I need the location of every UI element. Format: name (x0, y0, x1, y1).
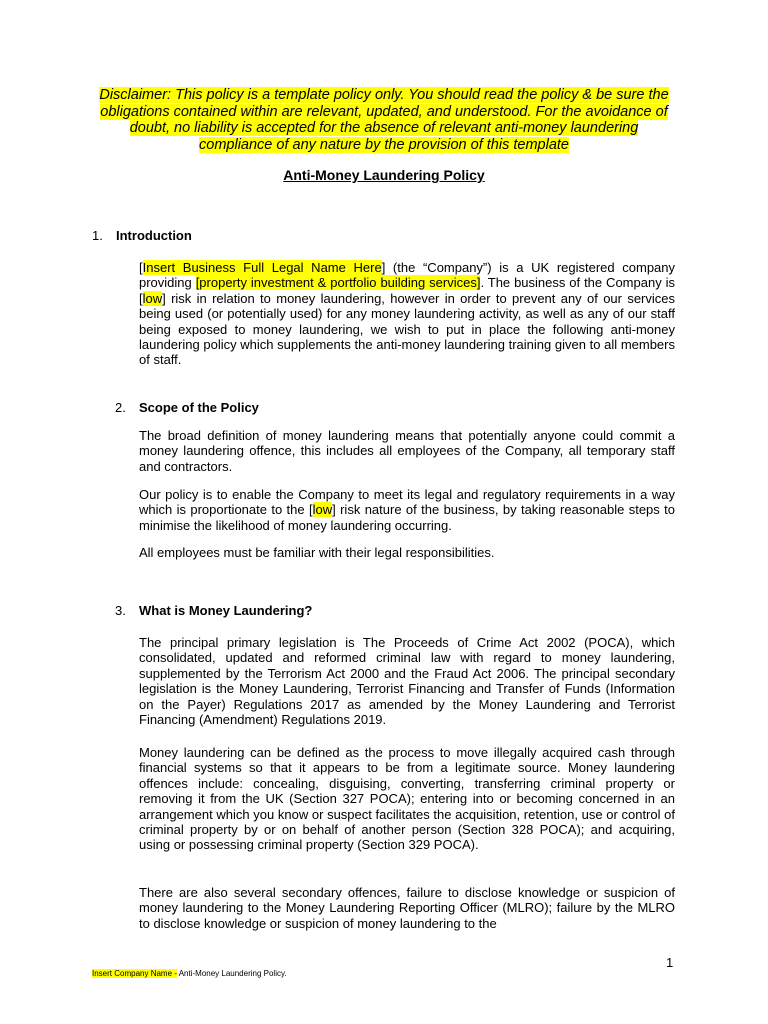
section-2-paragraph-3: All employees must be familiar with their legal responsibilities. (139, 545, 495, 560)
risk-level-placeholder: low (312, 502, 333, 518)
business-name-placeholder: Insert Business Full Legal Name Here (142, 260, 382, 275)
document-title: Anti-Money Laundering Policy (283, 167, 485, 183)
section-2-number: 2. (115, 400, 126, 415)
services-placeholder: [property investment & portfolio building services] (195, 275, 481, 291)
section-1-number: 1. (92, 228, 103, 243)
footer (92, 969, 287, 979)
section-3-number: 3. (115, 603, 126, 618)
section-3-title: What is Money Laundering? (139, 603, 313, 618)
section-1-heading (92, 228, 192, 244)
section-2-paragraph-2: Our policy is to enable the Company to meet its legal and regulatory requirements in a way which is proportionate to the [low] risk nature of the business, by taking reasonable steps to minimise the likelihood of money laundering occurring. (139, 487, 675, 533)
section-3-paragraph-2: Money laundering can be defined as the process to move illegally acquired cash through financial systems so that it appears to be from a legitimate source. Money laundering offences include: concealing, disguising, converting, transferring criminal property or removing it from the UK (Section 327 POCA); entering into or becoming concerned in an arrangement which you know or suspect facilitates the acquisition, retention, use or control of criminal property by or on behalf of another person (Section 328 POCA); and acquiring, using or possessing criminal property (Section 329 POCA). (139, 745, 675, 853)
section-1-title: Introduction (116, 228, 192, 243)
company-name-placeholder: Insert Company Name - (92, 969, 177, 978)
page-number: 1 (666, 955, 674, 970)
disclaimer-text: Disclaimer: This policy is a template policy only. You should read the policy & be sure the obligations contained within are relevant, updated, and understood. For the avoidance of doubt, no liability is accepted for the absence of relevant anti-money laundering compliance of any nature by the provision of this template (99, 87, 669, 153)
section-2-paragraph-1: The broad definition of money laundering means that potentially anyone could commit a money laundering offence, this includes all employees of the Company, all temporary staff and contractors. (139, 428, 675, 474)
footer-doc-name: Anti-Money Laundering Policy. (176, 969, 287, 978)
risk-level-placeholder: low (142, 290, 163, 306)
section-3-heading (115, 603, 312, 619)
section-3-paragraph-3: There are also several secondary offences, failure to disclose knowledge or suspicion of money laundering to the Money Laundering Reporting Officer (MLRO); failure by the MLRO to disclose knowledge or suspicion of money laundering to the (139, 885, 675, 931)
section-3-paragraph-1: The principal primary legislation is The Proceeds of Crime Act 2002 (POCA), which consolidated, updated and reformed criminal law with regard to money laundering, supplemented by the Terrorism Act 2000 and the Fraud Act 2006. The principal secondary legislation is the Money Laundering, Terrorist Financing and Transfer of Funds (Information on the Payer) Regulations 2017 as amended by the Money Laundering and Terrorist Financing (Amendment) Regulations 2019. (139, 635, 675, 728)
section-2-heading (115, 400, 259, 416)
section-1-paragraph: [Insert Business Full Legal Name Here] (the “Company”) is a UK registered company providing [property investment & portfolio building services]. The business of the Company is [low] risk in relation to money laundering, however in order to prevent any of our services being used (or potentially used) for any money laundering activity, as well as any of our staff being exposed to money laundering, we wish to put in place the following anti-money laundering policy which supplements the anti-money laundering training given to all members of staff. (139, 260, 676, 368)
disclaimer (92, 87, 676, 153)
section-2-title: Scope of the Policy (139, 400, 259, 415)
